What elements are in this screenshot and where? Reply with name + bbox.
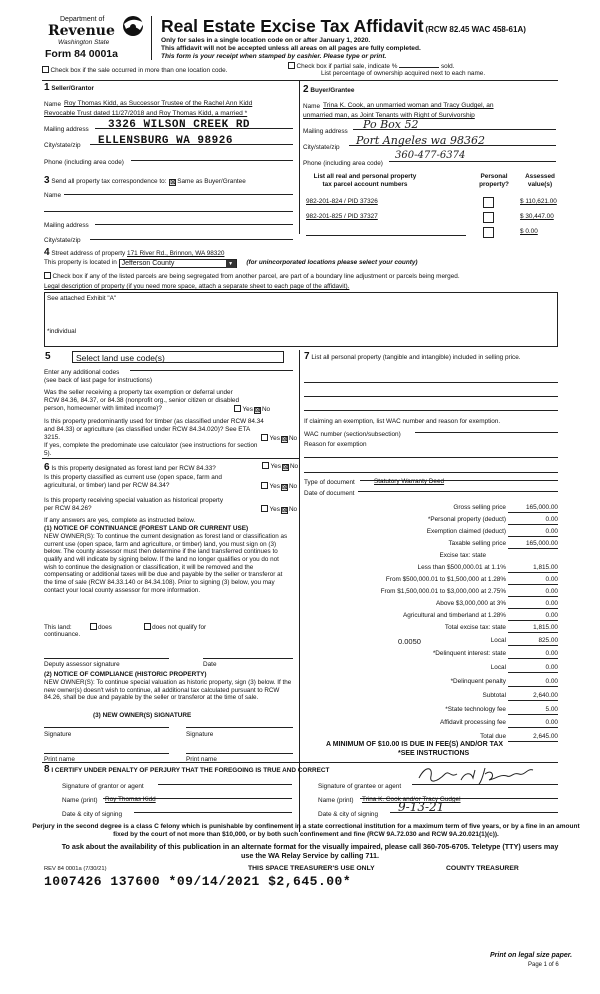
grantee-sig-label: Signature of grantee or agent (318, 783, 402, 790)
chevron-down-icon[interactable]: ▼ (226, 260, 236, 268)
sec3-name-label: Name (44, 192, 62, 199)
doc-type-label: Type of document (304, 479, 355, 486)
form-number: Form 84 0001a (45, 48, 118, 60)
sec4-located: This property is located in Jefferson County ▼ (for unincorporated locations please select your county) (44, 259, 418, 267)
seller-name-1[interactable]: Roy Thomas Kidd, as Successor Trustee of the Rachel Ann Kidd (64, 100, 253, 107)
grantor-name-label: Name (print) (62, 797, 98, 804)
grantee-signature-icon (415, 764, 555, 786)
rev-number: REV 84 0001a (7/30/21) (44, 866, 107, 872)
tax-row: Excise tax: state (439, 552, 486, 559)
land-use-label: Select land use code(s) (76, 353, 165, 363)
grantee-name-value[interactable]: Trina K. Cook and/or Tracy Gudgel (362, 796, 461, 803)
buyer-mailing-label: Mailing address (303, 128, 348, 135)
sec6-q1: 6 Is this property designated as forest land per RCW 84.33? (44, 462, 216, 473)
see-back: (see back of last page for instructions) (44, 377, 152, 384)
owner-print-label-2: Print name (186, 756, 217, 763)
deputy-date-label: Date (203, 661, 217, 668)
owner-print-label: Print name (44, 756, 75, 763)
tax-row: 0.0050 Local 825.00 (398, 637, 558, 646)
wac-label: WAC number (section/subsection) (304, 431, 401, 438)
assessed-value[interactable]: $ 110,621.00 (520, 198, 557, 205)
sec7-heading: 7 List all personal property (tangible and intangible) included in selling price. (304, 351, 521, 362)
seller-name-label: Name (44, 101, 62, 108)
buyer-heading: 2 Buyer/Grantee (303, 84, 355, 95)
tax-row: Less than $500,000.01 at 1.1% 1,815.00 (417, 564, 558, 571)
this-land: This land: does does not qualify for (44, 624, 207, 631)
tax-row: Total excise tax: state 1,815.00 (444, 624, 558, 631)
owner-signature-label: Signature (44, 731, 72, 738)
sec8-certify: 8 I CERTIFY UNDER PENALTY OF PERJURY THAT THE FOREGOING IS TRUE AND CORRECT (44, 764, 330, 775)
tax-row: Local 0.00 (490, 664, 558, 671)
parcel-row[interactable] (306, 198, 558, 208)
tax-row: Subtotal 2,640.00 (482, 692, 558, 699)
tax-row: Gross selling price 165,000.00 (453, 504, 558, 511)
assessed-value[interactable]: $ 30,447.00 (520, 213, 554, 220)
multi-location-label: Check box if the sale occurred in more than one location code. (50, 67, 228, 74)
buyer-phone-value[interactable]: 360-477-6374 (395, 150, 466, 161)
tax-row: *Delinquent interest: state 0.00 (432, 650, 558, 657)
sec3-mailing-label: Mailing address (44, 222, 89, 229)
grantor-date-label: Date & city of signing (62, 811, 123, 818)
doc-type-value[interactable]: Statutory Warranty Deed (374, 478, 445, 485)
county-value: Jefferson County (121, 260, 175, 267)
checkbox[interactable] (44, 272, 51, 279)
sec4-street: 4 Street address of property 171 River Rd., Brinnon, WA 98320 (44, 247, 225, 258)
segregated-check[interactable] (44, 272, 460, 281)
sec3-heading: 3 Send all property tax correspondence to: ☒ Same as Buyer/Grantee (44, 175, 246, 186)
exempt-text: If claiming an exemption, list WAC number and reason for exemption. (304, 418, 501, 425)
see-instructions: *SEE INSTRUCTIONS (398, 750, 470, 757)
sec5-q1-answer[interactable]: Yes ☒ No (234, 405, 270, 414)
sec6-q2-answer[interactable]: Yes ☒ No (261, 482, 297, 491)
seller-name-2[interactable]: Revocable Trust dated 11/27/2018 and Roy Thomas Kidd, a married * (44, 110, 248, 117)
sec5-q2: Is this property predominantly used for timber (as classified under RCW 84.34 and 84.33) or agriculture (as classified under RCW 84.34.020)? See ETA 3215. (44, 418, 264, 441)
legal-description-box[interactable] (44, 292, 558, 347)
same-as-buyer-checkbox[interactable]: ☒ (170, 180, 176, 186)
wa-logo-icon (118, 14, 148, 38)
sec6-q2: Is this property classified as current use (open space, farm and agricultural, or timber) land per RCW 84.34? (44, 474, 222, 489)
parcel-row[interactable] (306, 228, 558, 238)
parcel-number[interactable] (306, 228, 466, 236)
personal-property-checkbox[interactable] (483, 197, 494, 208)
street-address-value[interactable]: 171 River Rd., Brinnon, WA 98320 (127, 250, 225, 257)
local-rate: 0.0050 (398, 637, 421, 646)
seller-mailing-label: Mailing address (44, 126, 89, 133)
owner-signature-label-2: Signature (186, 731, 214, 738)
parcel-number[interactable]: 982-201-825 / PID 37327 (306, 213, 378, 220)
grantor-sig-label: Signature of grantor or agent (62, 783, 144, 790)
dept-of: Department of (60, 16, 105, 23)
doc-date-label: Date of document (304, 490, 355, 497)
reason-label: Reason for exemption (304, 441, 367, 448)
buyer-name-2[interactable]: unmarried man, as Joint Tenants with Right of Survivorship (303, 112, 475, 119)
buyer-name-1[interactable]: Trina K. Cook, an unmarried woman and Tracy Gudgel, an (323, 102, 494, 109)
sec6-q1-answer[interactable]: Yes ☒ No (262, 462, 298, 471)
tax-row: Above $3,000,000 at 3% 0.00 (436, 600, 558, 607)
form-title (161, 16, 526, 37)
notice-1-body: NEW OWNER(S): To continue the current designation as forest land or classification as current use (open space, farm and agriculture, or timber) land, you must sign on (3) below. The county assessor must then determine if the land transferred continues to qualify and will indicate by signing below. If the land no longer qualifies or you do not wish to continue the designation or classification, it will be removed and the compensating or additional taxes will be due and payable by the seller or transferor at the time of sale (RCW 84.33.140 or 84.34.108). Prior to signing (3) below, you may contact your local county assessor for more information. (44, 533, 288, 594)
sec5-q1: Was the seller receiving a property tax exemption or deferral under RCW 84.36, 84.37, or 84.38 (nonprofit org., senior citizen or disabled person, homeowner with limited income)? (44, 389, 240, 412)
minimum-due: A MINIMUM OF $10.00 IS DUE IN FEE(S) AND/OR TAX (326, 741, 504, 748)
buyer-name-label: Name (303, 103, 321, 110)
perjury-notice: Perjury in the second degree is a class C felony which is punishable by confinement in a state correctional institution for a maximum term of five years, or by a fine in an amount fixed by the court of not more than $10,000, or by both such confinement and fine (RCW 9A.72.030 and RCW 9A.20.021(1)(c)). (32, 823, 580, 838)
county-treasurer: COUNTY TREASURER (446, 865, 519, 872)
notice-2-body: NEW OWNER(S): To continue special valuation as historic property, sign (3) below. If the new owner(s) doesn't wish to continue, all additional tax calculated pursuant to RCW 84.26, shall be due and payable by the seller or transferor at the time of sale. (44, 679, 292, 702)
washington-state: Washington State (58, 39, 110, 46)
sec5-q2b: If yes, complete the predominate use calculator (see instructions for section 5). (44, 442, 258, 457)
assessed-value[interactable]: $ 0.00 (520, 228, 538, 235)
seller-city-label: City/state/zip (44, 142, 81, 149)
multi-location-check[interactable] (42, 66, 227, 75)
grantor-name-value[interactable]: Roy Thomas Kidd (105, 796, 156, 803)
treasurer-use: THIS SPACE TREASURER'S USE ONLY (248, 865, 375, 872)
tax-row: Exemption claimed (deduct) 0.00 (426, 528, 558, 535)
header-line-3: This form is your receipt when stamped by cashier. Please type or print. (161, 53, 387, 60)
header-line-1: Only for sales in a single location code on or after January 1, 2020. (161, 37, 371, 44)
personal-property-checkbox[interactable] (483, 227, 494, 238)
deputy-signature-label: Deputy assessor signature (44, 661, 120, 668)
partial-sale-note: List percentage of ownership acquired next to each name. (321, 70, 486, 77)
treasurer-stamp: 1007426 137600 *09/14/2021 $2,645.00* (44, 874, 352, 889)
tax-row: *Delinquent penalty 0.00 (450, 678, 558, 685)
additional-codes-label: Enter any additional codes (44, 369, 120, 376)
tax-row: From $500,000.01 to $1,500,000 at 1.28% 0.00 (385, 576, 558, 583)
buyer-city-value[interactable]: Port Angeles wa 98362 (356, 134, 485, 147)
notice-3-title: (3) NEW OWNER(S) SIGNATURE (93, 712, 192, 719)
grantee-date-value[interactable]: 9-13-21 (398, 800, 445, 814)
notice-2-title: (2) NOTICE OF COMPLIANCE (HISTORIC PROPERTY) (44, 671, 207, 678)
buyer-city-label: City/state/zip (303, 144, 340, 151)
parcel-col-1: List all real and personal property tax parcel account numbers (313, 173, 417, 188)
sec5-num: 5 (45, 351, 51, 362)
does-checkbox[interactable] (90, 623, 97, 630)
tax-row: *State technology fee 5.00 (445, 706, 558, 713)
page-number: Page 1 of 6 (528, 962, 559, 968)
legal-text-2: *individual (47, 328, 77, 335)
tax-row: Agricultural and timberland at 1.28% 0.00 (402, 612, 558, 619)
availability-notice: To ask about the availability of this publication in an alternate format for the visually impaired, please call 360-705-6705. Teletype (TTY) users may use the WA Relay Service by calling 711. (61, 842, 559, 860)
sec5-q2-answer[interactable]: Yes ☒ No (261, 434, 297, 443)
parcel-col-3: Assessed value(s) (525, 173, 555, 188)
seller-heading: 1 Seller/Grantor (44, 82, 94, 93)
grantee-date-label: Date & city of signing (318, 811, 379, 818)
parcel-row[interactable] (306, 213, 558, 223)
tax-row: Affidavit processing fee 0.00 (440, 719, 558, 726)
personal-property-checkbox[interactable] (483, 212, 494, 223)
sec6-q3-answer[interactable]: Yes ☒ No (261, 505, 297, 514)
seller-city-value[interactable]: ELLENSBURG WA 98926 (98, 135, 233, 147)
revenue-wordmark: Revenue (48, 23, 115, 39)
checkbox[interactable] (42, 66, 49, 73)
buyer-mailing-value[interactable]: Po Box 52 (363, 118, 419, 131)
buyer-phone-label: Phone (including area code) (303, 160, 383, 167)
tax-row: Taxable selling price 165,000.00 (448, 540, 558, 547)
legal-paper: Print on legal size paper. (490, 952, 573, 959)
checkbox[interactable] (288, 62, 295, 69)
tax-row: From $1,500,000.01 to $3,000,000 at 2.75% 0.00 (380, 588, 558, 595)
seller-phone-label: Phone (including area code) (44, 159, 124, 166)
partial-sale-suffix: sold. (440, 63, 455, 70)
tax-row: Total due 2,645.00 (480, 733, 558, 740)
partial-sale-label: Check box if partial sale, indicate % (296, 63, 398, 70)
does-not-checkbox[interactable] (144, 623, 151, 630)
grantee-name-label: Name (print) (318, 797, 354, 804)
rcw-ref: (RCW 82.45 WAC 458-61A) (425, 25, 526, 34)
notice-1-title: (1) NOTICE OF CONTINUANCE (FOREST LAND OR CURRENT USE) (44, 525, 249, 532)
legal-text-1: See attached Exhibit "A" (47, 295, 117, 302)
sec6-q3: Is this property receiving special valuation as historical property per RCW 84.26? (44, 497, 224, 512)
tax-row: *Personal property (deduct) 0.00 (427, 516, 558, 523)
legal-label: Legal description of property (if you need more space, attach a separate sheet to each page of the affidavit). (44, 283, 350, 290)
parcel-number[interactable]: 982-201-824 / PID 37326 (306, 198, 378, 205)
segregated-label: Check box if any of the listed parcels are being segregated from another parcel, are part of a boundary line adjustment or parcels being merged. (52, 273, 460, 280)
sec6-if-yes: If any answers are yes, complete as instructed below. (44, 517, 196, 524)
parcel-col-2: Personal property? (479, 173, 509, 188)
page-title: Real Estate Excise Tax Affidavit (161, 16, 424, 36)
logo (40, 14, 152, 74)
seller-mailing-value[interactable]: 3326 WILSON CREEK RD (108, 119, 251, 131)
sec3-city-label: City/state/zip (44, 237, 81, 244)
header-line-2: This affidavit will not be accepted unless all areas on all pages are fully completed. (161, 45, 421, 52)
county-select[interactable] (119, 259, 237, 268)
continuance: continuance. (44, 631, 81, 638)
